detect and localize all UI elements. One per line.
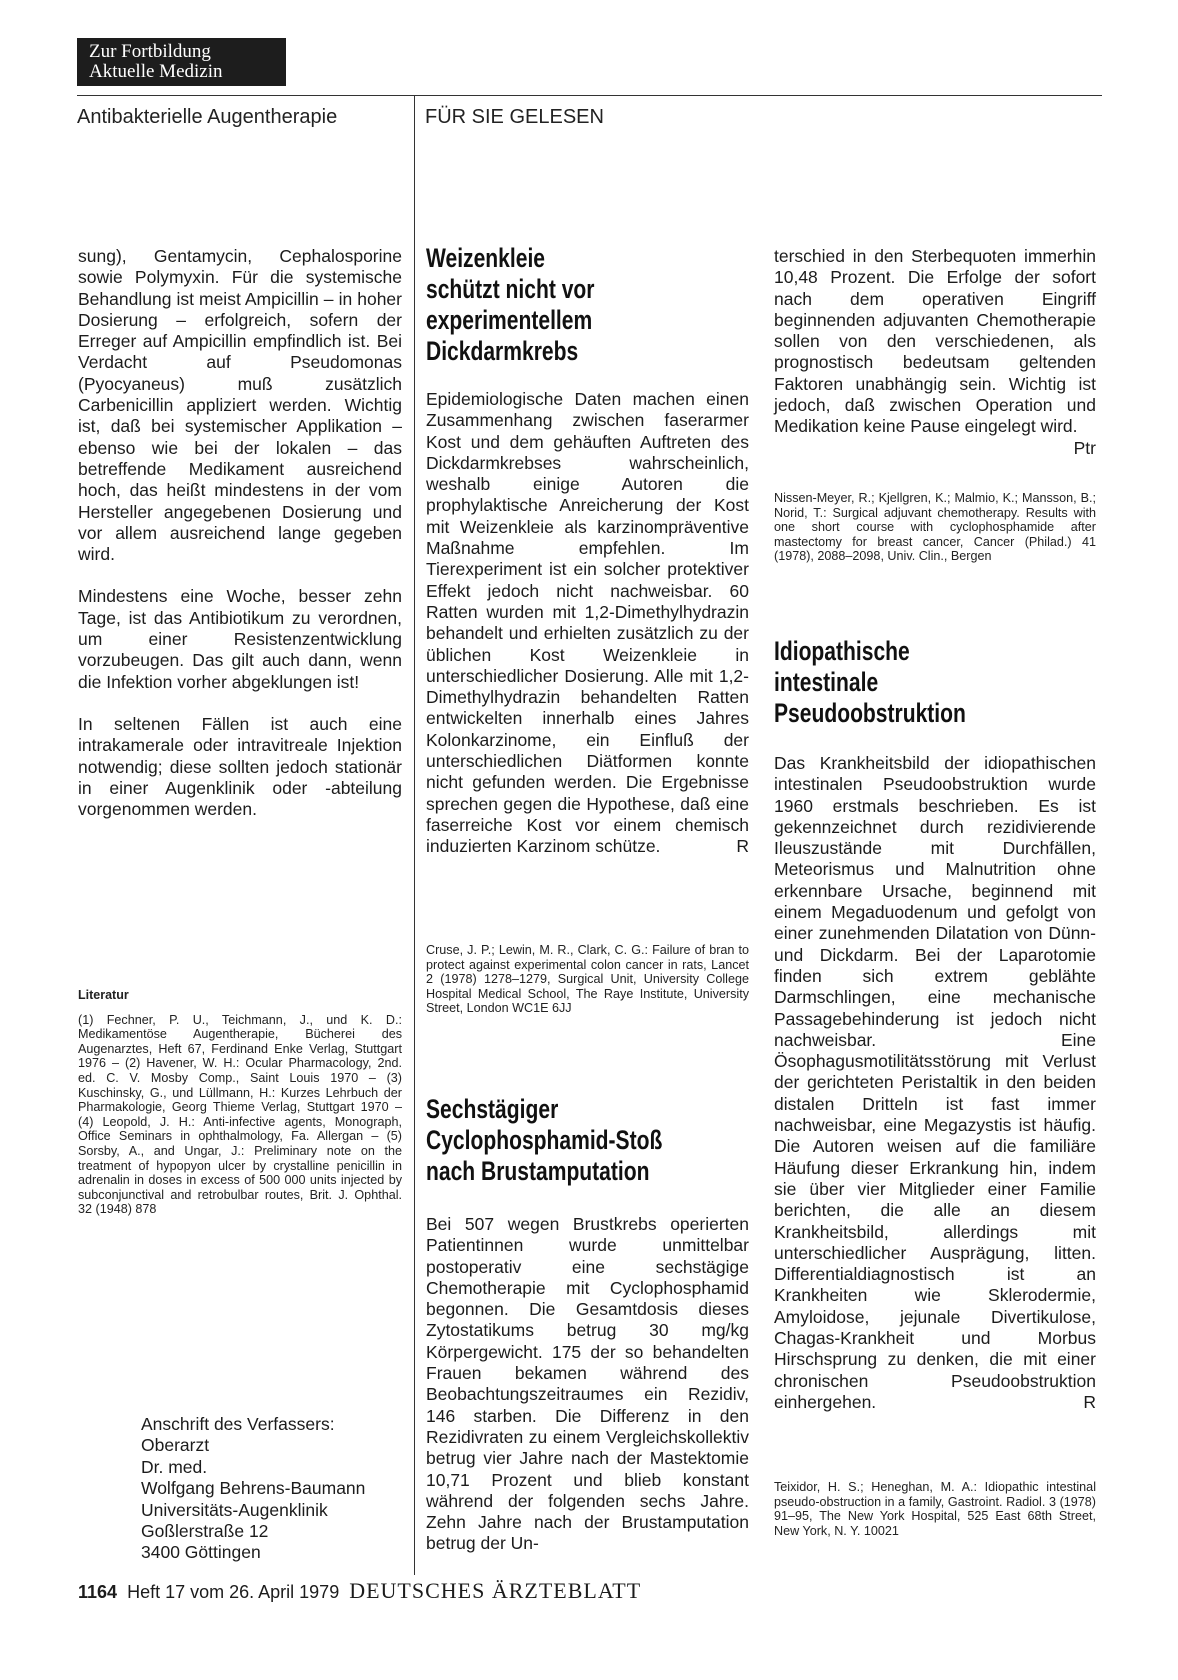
- address-line: 3400 Göttingen: [141, 1542, 261, 1563]
- headline-line: Sechstägiger: [426, 1094, 559, 1124]
- body-paragraph: Mindestens eine Woche, besser zehn Tage, ist das Antibiotikum zu verordnen, um einer Resistenzentwicklung vorzubeugen. Das gilt auch dann, wenn die Infektion vorher abgeklungen ist!: [78, 586, 402, 692]
- article-column-left: [78, 246, 402, 820]
- article-headline: [774, 636, 966, 729]
- body-paragraph: Epidemiologische Daten machen einen Zusammenhang zwischen faserarmer Kost und dem gehäuften Auftreten des Dickdarmkrebses wahrscheinlich, weshalb einige Autoren die prophylaktische Anreicherung der Kost mit Weizenkleie als karzinompräventive Maßnahme empfehlen. Im Tierexperiment ist ein solcher protektiver Effekt jedoch nicht nachweisbar. 60 Ratten wurden mit 1,2-Dimethylhydrazin behandelt und erhielten zusätzlich zu der üblichen Kost Weizenkleie in unterschiedlicher Dosierung. Alle mit 1,2-Dimethylhydrazin behandelten Ratten entwickelten innerhalb eines Jahres Kolonkarzinome, ein Einfluß der unterschiedlichen Diätformen konnte nicht gefunden werden. Die Ergebnisse sprechen gegen die Hypothese, daß eine faserreiche Kost vor einem chemisch induzierten Karzinom schütze.: [426, 389, 749, 857]
- column-divider: [414, 95, 415, 1575]
- article-body: [774, 753, 1096, 1413]
- address-line: Dr. med.: [141, 1456, 208, 1477]
- address-line: Anschrift des Verfassers:: [141, 1414, 335, 1434]
- body-paragraph: Das Krankheitsbild der idiopathischen intestinalen Pseudoobstruktion wurde 1960 erstmals beschrieben. Es ist gekennzeichnet durch rezidivierende Ileuszustände mit Durchfällen, Meteorismus und Malnutrition ohne erkennbare Ursache, beginnend mit einem Megaduodenum und gefolgt von einer zunehmenden Dilatation von Dünn- und Dickdarm. Bei der Laparotomie finden sich extrem geblähte Darmschlingen, eine mechanische Passagebehinderung ist jedoch nicht nachweisbar. Eine Ösophagusmotilitätsstörung mit Verlust der gerichteten Peristaltik in den beiden distalen Dritteln ist fast immer nachweisbar, eine Megazystis ist häufig. Die Autoren weisen auf die familiäre Häufung dieser Erkrankung hin, indem sie über vier Mitglieder einer Familie berichten, die alle an diesem Krankheitsbild, allerdings mit unterschiedlicher Ausprägung, litten. Differentialdiagnostisch ist an Krankheiten wie Sklerodermie, Amyloidose, jejunale Divertikulose, Chagas-Krankheit und Morbus Hirschsprung zu denken, die mit einer chronischen Pseudoobstruktion einhergehen.: [774, 753, 1096, 1412]
- headline-line: Pseudoobstruktion: [774, 698, 966, 728]
- journal-name: DEUTSCHES ÄRZTEBLATT: [349, 1578, 642, 1603]
- issue-info: Heft 17 vom 26. April 1979: [127, 1582, 340, 1602]
- headline-line: Weizenkleie: [426, 243, 546, 273]
- article-body: [426, 1214, 749, 1555]
- article-headline: [426, 243, 594, 367]
- literature-list: (1) Fechner, P. U., Teichmann, J., und K. D.: Medikamentöse Augentherapie, Bücherei des Augenarztes, Heft 67, Ferdinand Enke Verlag, Stuttgart 1976 – (2) Havener, W. H.: Ocular Pharmacology, 2nd. ed. C. V. Mosby Comp., Saint Louis 1970 – (3) Kuschinsky, G., und Lüllmann, H.: Kurzes Lehrbuch der Pharmakologie, Georg Thieme Verlag, Stuttgart 1970 – (4) Leopold, J. H.: Anti-infective agents, Monograph, Office Seminars in ophthalmology, Fa. Allergan – (5) Sorsby, A., and Ungar, J.: Preliminary note on the treatment of hypopyon ulcer by crystalline penicillin in adrenalin in doses in excess of 500 000 units injected by subconjunctival and retrobulbar routes, Brit. J. Ophthal. 32 (1948) 878: [78, 1012, 402, 1217]
- author-initials: Ptr: [1073, 437, 1096, 458]
- headline-line: schützt nicht vor: [426, 274, 595, 304]
- page-footer: [78, 1578, 641, 1604]
- body-paragraph: sung), Gentamycin, Cephalosporine sowie Polymyxin. Für die systemische Behandlung ist meist Ampicillin – in hoher Dosierung – erfolgreich, sofern der Erreger auf Ampicillin empfindlich ist. Bei Verdacht auf Pseudomonas (Pyocyaneus) muß zusätzlich Carbenicillin appliziert werden. Wichtig ist, daß bei systemischer Applikation – ebenso wie bei der lokalen – das betreffende Medikament ausreichend hoch, das heißt mindestens in der vom Hersteller angegebenen Dosierung und vor allem ausreichend lange gegeben wird.: [78, 246, 402, 565]
- author-initials: R: [736, 836, 749, 857]
- body-paragraph: terschied in den Sterbequoten immerhin 10,48 Prozent. Die Erfolge der sofort nach dem operativen Eingriff beginnenden adjuvanten Chemotherapie sollen von den verschiedenen, als prognostisch bedeutsam geltenden Faktoren unabhängig sein. Wichtig ist jedoch, daß zwischen Operation und Medikation keine Pause eingelegt wird.: [774, 246, 1096, 437]
- headline-line: intestinale: [774, 667, 879, 697]
- running-head-left: Antibakterielle Augentherapie: [77, 106, 338, 128]
- section-label-line2: Aktuelle Medizin: [89, 61, 223, 82]
- body-paragraph: In seltenen Fällen ist auch eine intrakamerale oder intravitreale Injektion notwendig; diese sollten jedoch stationär in einer Augenklinik oder -abteilung vorgenommen werden.: [78, 713, 402, 820]
- article-headline: [426, 1094, 662, 1187]
- header-rule: [77, 95, 1102, 96]
- article-body-continued: [774, 246, 1096, 459]
- author-address: [141, 1414, 411, 1564]
- headline-line: Dickdarmkrebs: [426, 336, 579, 366]
- body-paragraph: Bei 507 wegen Brustkrebs operierten Patientinnen wurde unmittelbar postoperativ eine sechstägige Chemotherapie mit Cyclophosphamid begonnen. Die Gesamtdosis dieses Zytostatikums betrug 30 mg/kg Körpergewicht. 175 der so behandelten Frauen bekamen während des Beobachtungszeitraumes ein Rezidiv, 146 starben. Die Differenz in den Rezidivraten zu einem Vergleichskollektiv betrug vier Jahre nach der Mastektomie 10,71 Prozent und blieb konstant während der folgenden sechs Jahre. Zehn Jahre nach der Brustamputation betrug der Un-: [426, 1214, 749, 1554]
- author-initials: R: [1083, 1391, 1096, 1412]
- page-number: 1164: [78, 1582, 118, 1602]
- article-body: [426, 389, 749, 858]
- literature-heading: Literatur: [78, 988, 129, 1002]
- address-line: Oberarzt: [141, 1435, 210, 1456]
- article-reference: Nissen-Meyer, R.; Kjellgren, K.; Malmio, K.; Mansson, B.; Norid, T.: Surgical adjuvant chemotherapy. Results with one short course with cyclophosphamide after mastectomy for breast cancer, Cancer (Philad.) 41 (1978), 2088–2098, Univ. Clin., Bergen: [774, 491, 1096, 564]
- running-head-right: FÜR SIE GELESEN: [425, 106, 604, 128]
- address-line: Goßlerstraße 12: [141, 1521, 269, 1542]
- address-line: Universitäts-Augenklinik: [141, 1499, 328, 1520]
- literature-section: [78, 988, 402, 1217]
- article-reference: Cruse, J. P.; Lewin, M. R., Clark, C. G.: Failure of bran to protect against experimental colon cancer in rats, Lancet 2 (1978) 1278–1279, Surgical Unit, University College Hospital Medical School, The Raye Institute, University Street, London WC1E 6JJ: [426, 943, 749, 1016]
- headline-line: Cyclophosphamid-Stoß: [426, 1125, 663, 1155]
- address-line: Wolfgang Behrens-Baumann: [141, 1478, 366, 1499]
- section-label: [77, 38, 286, 86]
- headline-line: Idiopathische: [774, 636, 910, 666]
- headline-line: nach Brustamputation: [426, 1156, 650, 1186]
- headline-line: experimentellem: [426, 305, 593, 335]
- section-label-line1: Zur Fortbildung: [89, 41, 211, 62]
- article-reference: Teixidor, H. S.; Heneghan, M. A.: Idiopathic intestinal pseudo-obstruction in a family, Gastroint. Radiol. 3 (1978) 91–95, The New York Hospital, 525 East 68th Street, New York, N. Y. 10021: [774, 1480, 1096, 1538]
